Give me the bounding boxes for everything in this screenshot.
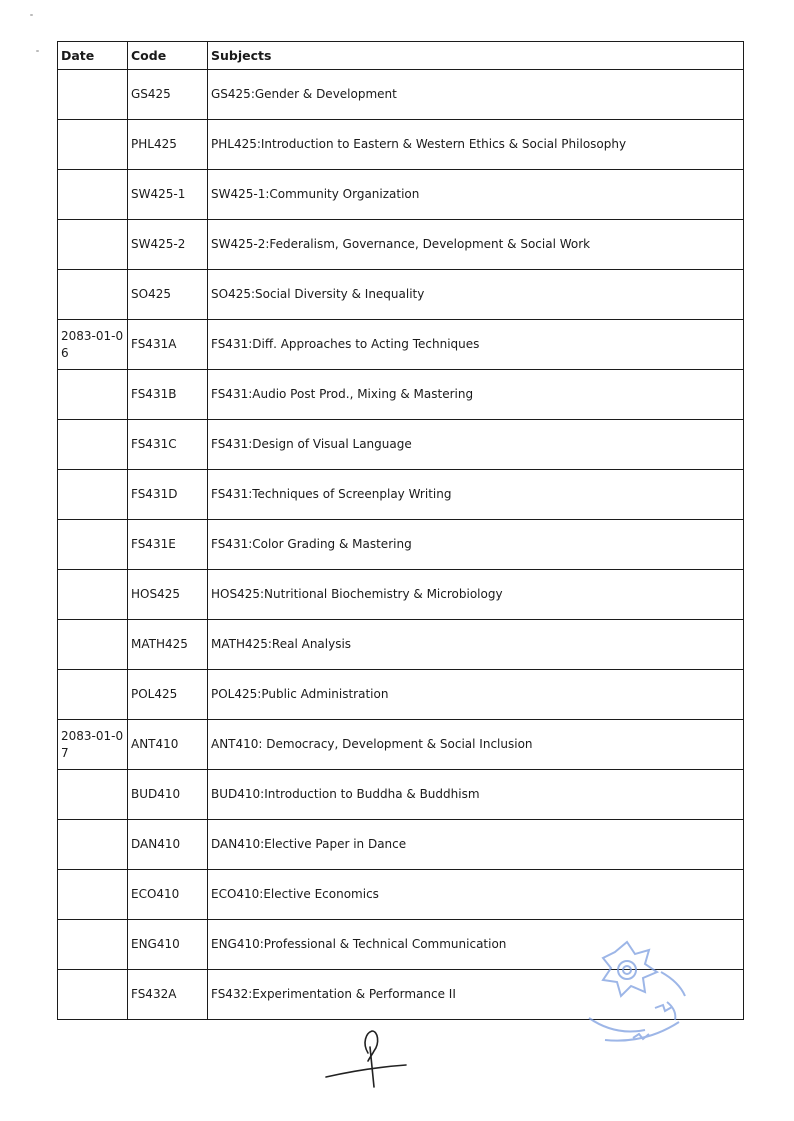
subject-cell: POL425:Public Administration <box>208 670 744 720</box>
code-cell: MATH425 <box>128 620 208 670</box>
schedule-table <box>57 41 744 1020</box>
subject-cell: PHL425:Introduction to Eastern & Western Ethics & Social Philosophy <box>208 120 744 170</box>
table-row <box>58 620 744 670</box>
date-cell <box>58 870 128 920</box>
code-cell: ANT410 <box>128 720 208 770</box>
date-cell <box>58 770 128 820</box>
table-row <box>58 520 744 570</box>
table-row <box>58 420 744 470</box>
date-cell <box>58 270 128 320</box>
table-row <box>58 270 744 320</box>
table-row <box>58 770 744 820</box>
code-cell: FS431B <box>128 370 208 420</box>
subject-cell: FS431:Design of Visual Language <box>208 420 744 470</box>
date-cell: 2083-01-06 <box>58 320 128 370</box>
subject-cell: ECO410:Elective Economics <box>208 870 744 920</box>
subject-cell: DAN410:Elective Paper in Dance <box>208 820 744 870</box>
scan-speck <box>30 14 33 16</box>
subject-cell: MATH425:Real Analysis <box>208 620 744 670</box>
code-cell: BUD410 <box>128 770 208 820</box>
table-row <box>58 220 744 270</box>
date-cell <box>58 670 128 720</box>
code-cell: SW425-1 <box>128 170 208 220</box>
table-row <box>58 470 744 520</box>
date-cell <box>58 70 128 120</box>
code-cell: FS431A <box>128 320 208 370</box>
subject-cell: ANT410: Democracy, Development & Social Inclusion <box>208 720 744 770</box>
scan-speck <box>36 50 39 52</box>
code-column-header: Code <box>128 42 208 70</box>
code-cell: FS432A <box>128 970 208 1020</box>
date-cell <box>58 420 128 470</box>
date-cell <box>58 570 128 620</box>
table-row <box>58 320 744 370</box>
subject-cell: FS431:Diff. Approaches to Acting Techniques <box>208 320 744 370</box>
date-cell <box>58 120 128 170</box>
code-cell: HOS425 <box>128 570 208 620</box>
code-cell: POL425 <box>128 670 208 720</box>
date-cell <box>58 470 128 520</box>
subjects-column-header: Subjects <box>208 42 744 70</box>
code-cell: PHL425 <box>128 120 208 170</box>
subject-cell: BUD410:Introduction to Buddha & Buddhism <box>208 770 744 820</box>
date-cell <box>58 820 128 870</box>
date-cell <box>58 520 128 570</box>
subject-cell: GS425:Gender & Development <box>208 70 744 120</box>
table-row <box>58 170 744 220</box>
date-cell <box>58 970 128 1020</box>
date-column-header: Date <box>58 42 128 70</box>
table-row <box>58 120 744 170</box>
subject-cell: FS432:Experimentation & Performance II <box>208 970 744 1020</box>
table-row <box>58 870 744 920</box>
code-cell: FS431C <box>128 420 208 470</box>
subject-cell: SO425:Social Diversity & Inequality <box>208 270 744 320</box>
code-cell: SO425 <box>128 270 208 320</box>
subject-cell: SW425-1:Community Organization <box>208 170 744 220</box>
table-header-row <box>58 42 744 70</box>
date-cell <box>58 370 128 420</box>
table-row <box>58 570 744 620</box>
code-cell: GS425 <box>128 70 208 120</box>
office-seal-stamp <box>575 932 705 1052</box>
subject-cell: ENG410:Professional & Technical Communication <box>208 920 744 970</box>
subject-cell: FS431:Techniques of Screenplay Writing <box>208 470 744 520</box>
date-cell <box>58 170 128 220</box>
code-cell: FS431E <box>128 520 208 570</box>
table-row <box>58 70 744 120</box>
subject-cell: FS431:Color Grading & Mastering <box>208 520 744 570</box>
table-row <box>58 370 744 420</box>
code-cell: ENG410 <box>128 920 208 970</box>
code-cell: ECO410 <box>128 870 208 920</box>
subject-cell: SW425-2:Federalism, Governance, Development & Social Work <box>208 220 744 270</box>
table-row <box>58 670 744 720</box>
date-cell <box>58 620 128 670</box>
date-cell: 2083-01-07 <box>58 720 128 770</box>
subject-cell: HOS425:Nutritional Biochemistry & Microbiology <box>208 570 744 620</box>
table-row <box>58 820 744 870</box>
code-cell: FS431D <box>128 470 208 520</box>
code-cell: DAN410 <box>128 820 208 870</box>
signature-mark <box>322 1025 422 1095</box>
table-row <box>58 720 744 770</box>
date-cell <box>58 920 128 970</box>
schedule-rows <box>58 70 744 1020</box>
date-cell <box>58 220 128 270</box>
code-cell: SW425-2 <box>128 220 208 270</box>
subject-cell: FS431:Audio Post Prod., Mixing & Mastering <box>208 370 744 420</box>
